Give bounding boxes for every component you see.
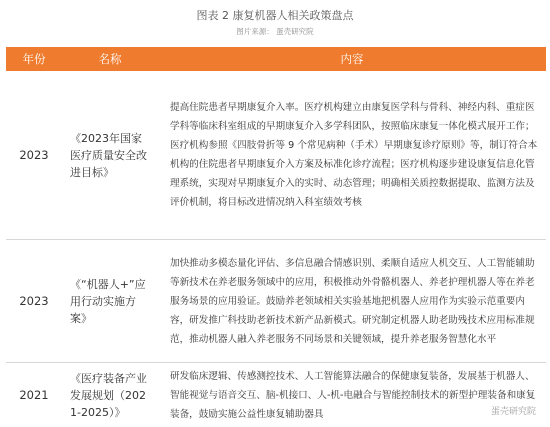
watermark: 蛋壳研究院 — [491, 404, 536, 417]
table-row — [6, 240, 546, 363]
header-content: 内容 — [158, 47, 546, 71]
row-name: 《2023年国家医疗质量安全改进目标》 — [62, 71, 158, 240]
table-header-row — [6, 47, 546, 71]
table-row — [6, 363, 546, 427]
row-content: 加快推动多模态量化评估、多信息融合情感识别、柔顺自适应人机交互、人工智能辅助等新技术在养老服务领域中的应用，积极推动外骨骼机器人、养老护理机器人等在养老服务场景的应用验证。鼓励养老领域相关实验基地把机器人应用作为实验示范重要内容，研发推广科技助老新技术新产品新模式。研究制定机器人助老助残技术应用标准规范，推动机器人融入养老服务不同场景和关键领域，提升养老服务智慧化水平 — [158, 240, 546, 363]
table-row — [6, 71, 546, 240]
header-name: 名称 — [62, 47, 158, 71]
row-year: 2021 — [6, 363, 62, 427]
row-year: 2023 — [6, 240, 62, 363]
row-name: 《医疗装备产业发展规划（2021-2025）》 — [62, 363, 158, 427]
row-content: 提高住院患者早期康复介入率。医疗机构建立由康复医学科与骨科、神经内科、重症医学科等临床科室组成的早期康复介入多学科团队，按照临床康复一体化模式展开工作；医疗机构参照《四肢骨折等 9 个常见病种（手术）早期康复诊疗原则》等，制订符合本机构的住院患者早期康复介入方案及标准化诊疗流程；医疗机构逐步建设康复信息化管理系统，实现对早期康复介入的实时、动态管理；明确相关质控数据提取、监测方法及评价机制，将目标改进情况纳入科室绩效考核 — [158, 71, 546, 240]
header-year: 年份 — [6, 47, 62, 71]
row-content: 研发临床逻辑、传感测控技术、人工智能算法融合的保健康复装备，发展基于机器人、智能视觉与语音交互、脑-机接口、人-机-电融合与智能控制技术的新型护理装备和康复装备，鼓励实施公益性康复辅助器具 — [158, 363, 546, 427]
policy-table — [6, 47, 546, 427]
row-name: 《“机器人+”应用行动实施方案》 — [62, 240, 158, 363]
row-year: 2023 — [6, 71, 62, 240]
figure-source: 图片来源： 蛋壳研究院 — [0, 27, 550, 36]
figure-title: 图表 2 康复机器人相关政策盘点 — [0, 9, 550, 22]
